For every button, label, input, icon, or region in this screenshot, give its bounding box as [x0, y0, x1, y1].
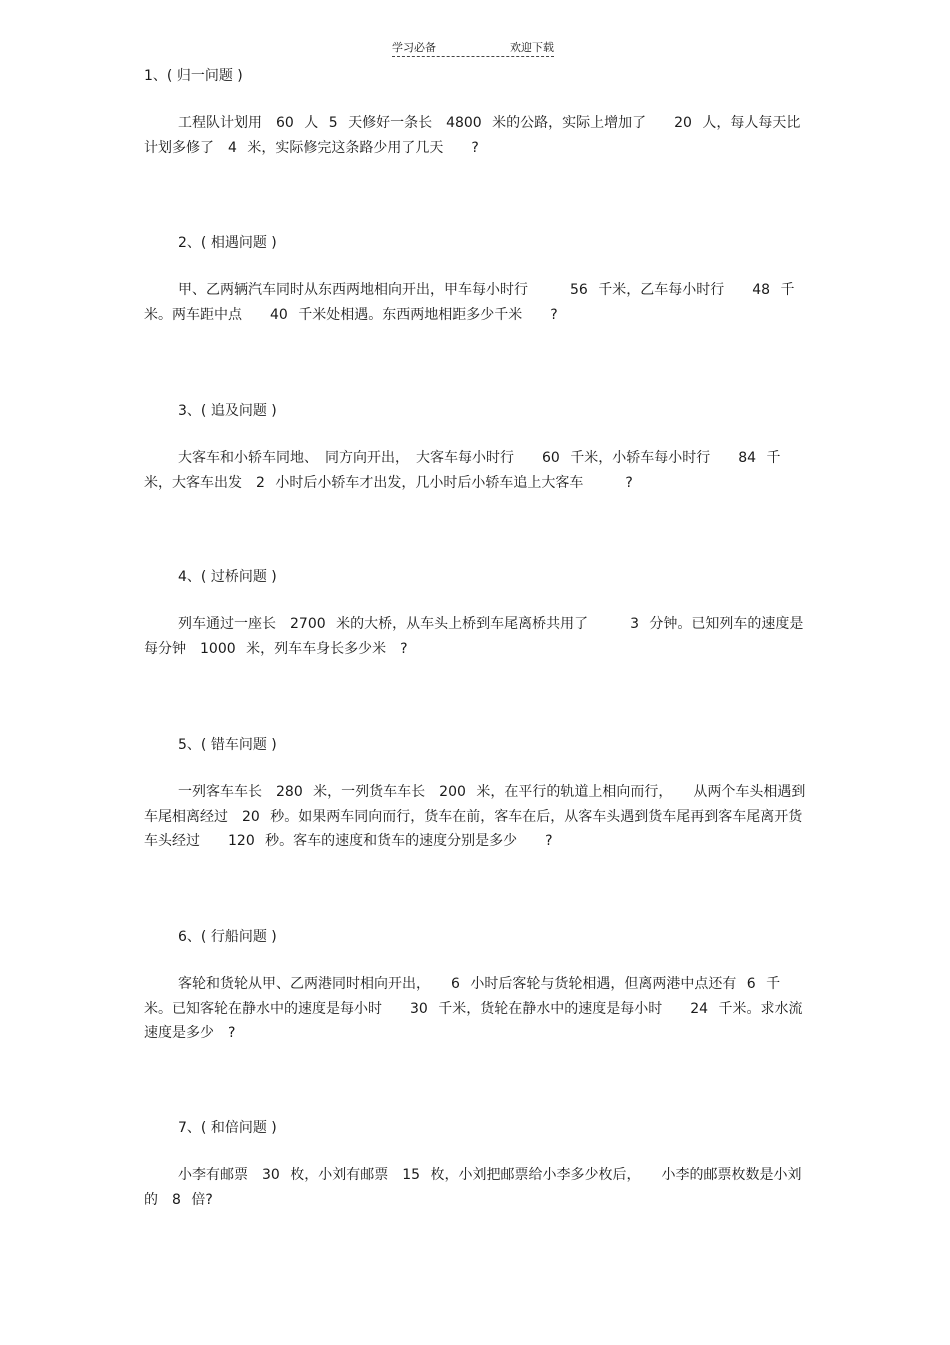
problem-2 [144, 233, 808, 327]
header-right-text: 欢迎下载 [510, 41, 554, 54]
problem-heading: 5、( 错车问题 ) [178, 737, 277, 753]
problem-6 [144, 927, 808, 1046]
problem-heading: 2、( 相遇问题 ) [178, 235, 277, 251]
problem-text: 列车通过一座长 2700 米的大桥，从车头上桥到车尾离桥共用了 3 分钟。已知列车的速度是每分钟 1000 米，列车车身长多少米 ? [144, 616, 804, 657]
problem-text: 一列客车车长 280 米，一列货车车长 200 米，在平行的轨道上相向而行， 从两个车头相遇到车尾相离经过 20 秒。如果两车同向而行，货车在前，客车在后，从客车头遇到货车尾再到客车尾离开货车头经过 120 秒。客车的速度和货车的速度分别是多少 ? [144, 784, 806, 849]
problem-heading: 6、( 行船问题 ) [178, 929, 277, 945]
problem-text: 甲、乙两辆汽车同时从东西两地相向开出，甲车每小时行 56 千米，乙车每小时行 48 千米。两车距中点 40 千米处相遇。东西两地相距多少千米 ? [144, 282, 795, 323]
problem-4 [144, 567, 808, 661]
problem-7 [144, 1118, 808, 1212]
problem-text: 工程队计划用 60 人 5 天修好一条长 4800 米的公路，实际上增加了 20 人，每人每天比计划多修了 4 米，实际修完这条路少用了几天 ? [144, 115, 801, 156]
problem-3 [144, 401, 808, 495]
problem-heading: 1、( 归一问题 ) [144, 68, 243, 84]
problem-text: 大客车和小轿车同地、 同方向开出， 大客车每小时行 60 千米，小轿车每小时行 84 千米，大客车出发 2 小时后小轿车才出发，几小时后小轿车追上大客车 ? [144, 450, 781, 491]
problem-text: 客轮和货轮从甲、乙两港同时相向开出， 6 小时后客轮与货轮相遇，但离两港中点还有 6 千米。已知客轮在静水中的速度是每小时 30 千米，货轮在静水中的速度是每小时 24 千米。求水流速度是多少 ? [144, 976, 803, 1041]
problem-heading: 3、( 追及问题 ) [178, 403, 277, 419]
problem-heading: 4、( 过桥问题 ) [178, 569, 277, 585]
problem-5 [144, 735, 808, 854]
problem-heading: 7、( 和倍问题 ) [178, 1120, 277, 1136]
problem-1 [144, 66, 808, 160]
problem-text: 小李有邮票 30 枚，小刘有邮票 15 枚，小刘把邮票给小李多少枚后， 小李的邮票枚数是小刘的 8 倍? [144, 1167, 802, 1208]
header-left-text: 学习必备 [392, 41, 436, 54]
